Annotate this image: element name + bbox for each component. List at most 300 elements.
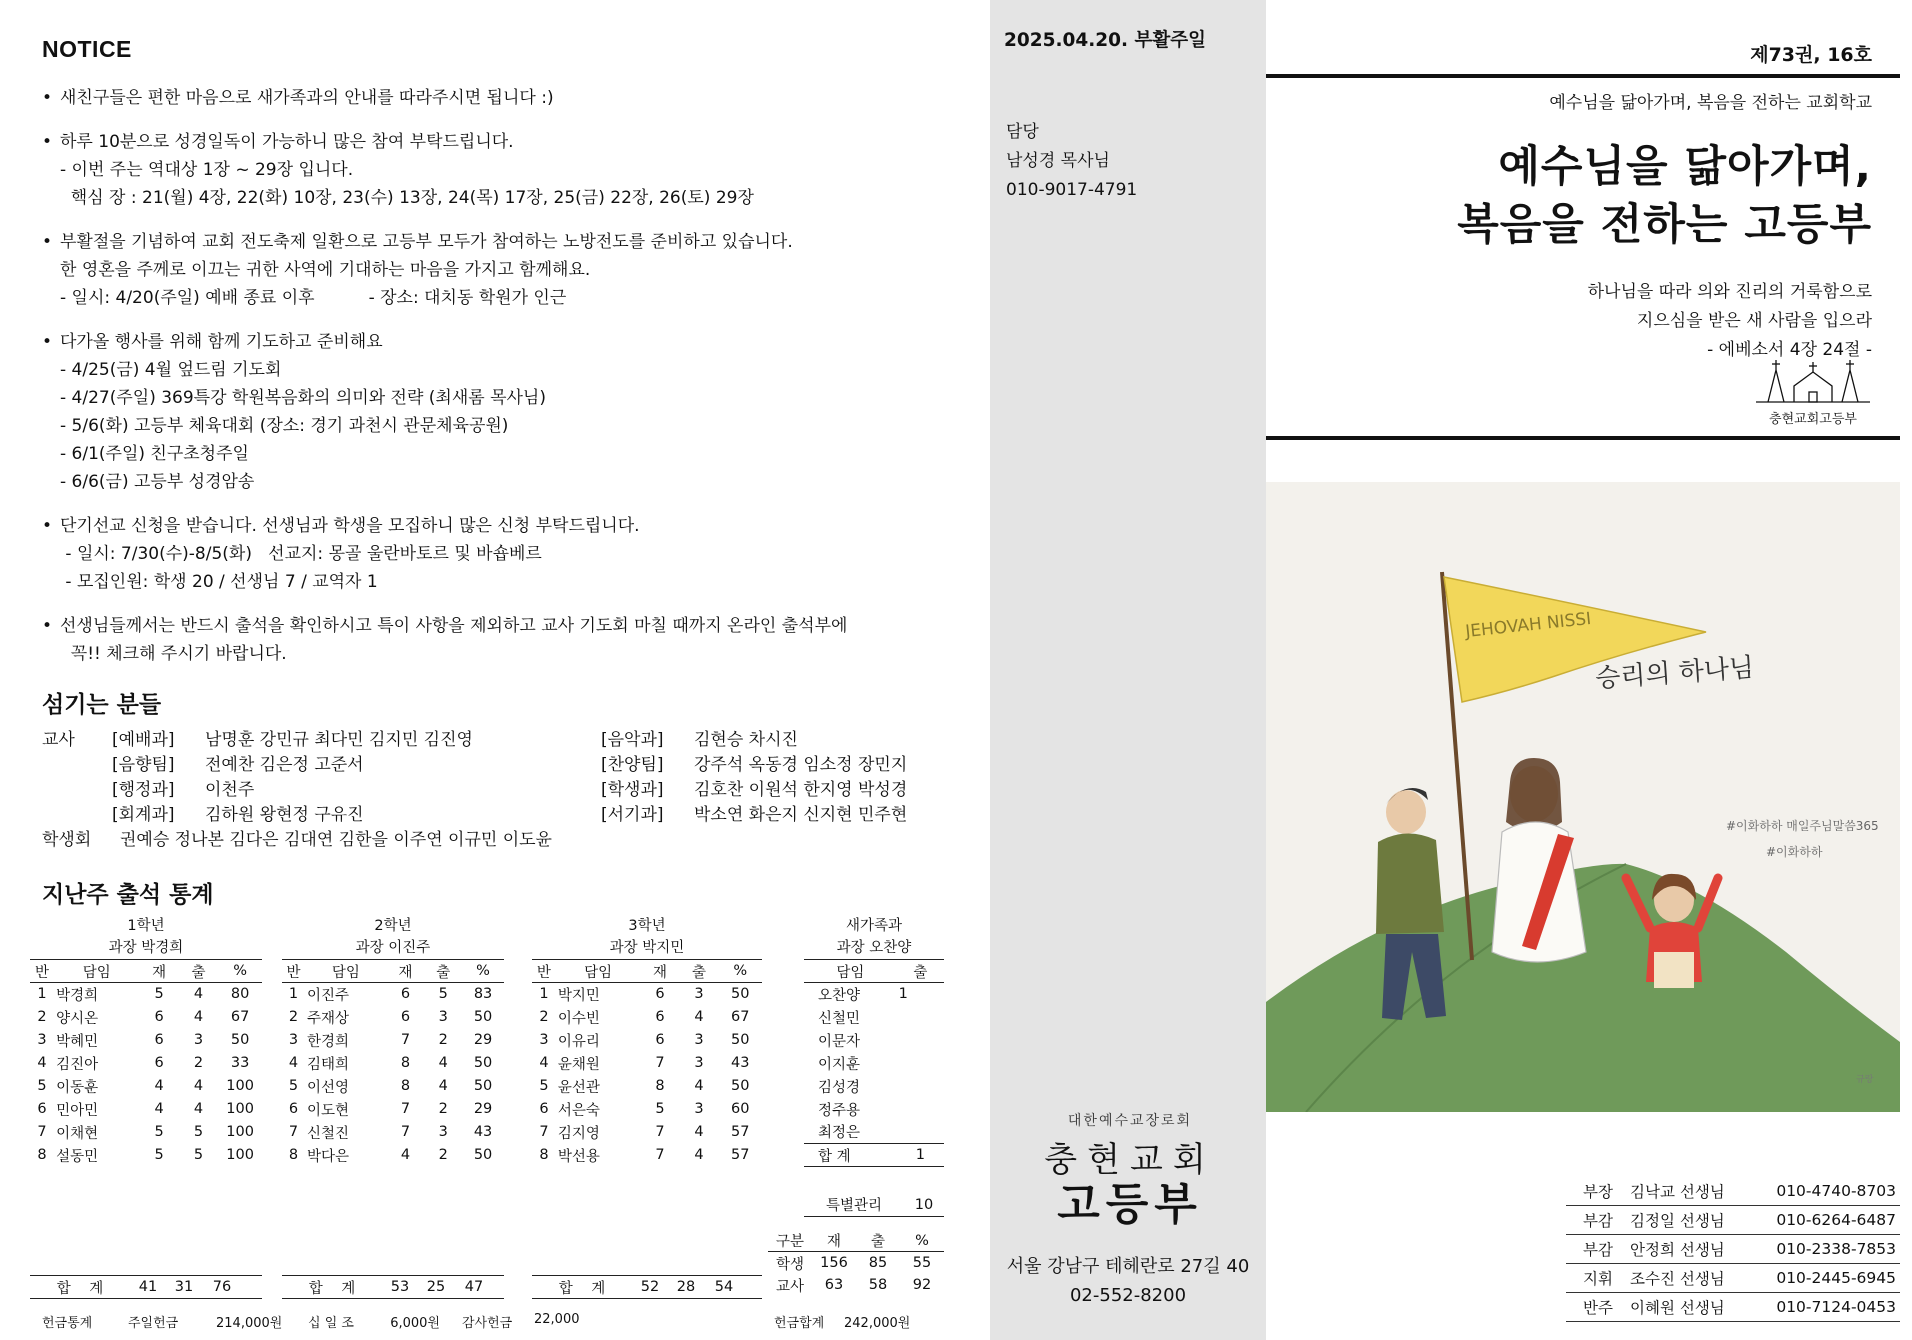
servants-dept: [음악과] xyxy=(601,730,664,750)
staff-role: 부감 xyxy=(1583,1212,1613,1230)
woman-vest xyxy=(1654,952,1694,988)
man-head xyxy=(1386,790,1426,834)
summary-cell: 교사 xyxy=(775,1278,804,1295)
table-cell: 43 xyxy=(731,1055,750,1071)
column-header: 반 xyxy=(30,960,54,983)
total-row xyxy=(532,1275,762,1299)
table-cell: 3 xyxy=(288,1032,299,1048)
notice-text: 새친구들은 편한 마음으로 새가족과의 안내를 따라주시면 됩니다 :) xyxy=(60,88,554,108)
table-row xyxy=(804,1006,944,1029)
table-cell: 83 xyxy=(473,986,493,1003)
notice-subtext: - 일시: 4/20(주일) 예배 종료 이후 - 장소: 대치동 학원가 인근 xyxy=(60,288,567,308)
table-cell: 7 xyxy=(400,1032,411,1048)
staff-row xyxy=(1566,1293,1900,1322)
total-cell: 76 xyxy=(212,1279,232,1295)
summary-cell: 학생 xyxy=(775,1256,804,1273)
table-row xyxy=(282,983,504,1006)
table-cell: 3 xyxy=(193,1032,204,1048)
notice-subtext: - 6/6(금) 고등부 성경암송 xyxy=(60,472,255,492)
notice-subtext: - 4/27(주일) 369특강 학원복음화의 의미와 전략 (최새롬 목사님) xyxy=(60,388,546,408)
logo-dept: 고등부 xyxy=(1057,1179,1203,1230)
table-cell: 1 xyxy=(288,986,299,1003)
column-header: % xyxy=(462,960,504,983)
table-cell: 100 xyxy=(226,1078,254,1094)
servants-dept: [찬양팀] xyxy=(601,755,664,775)
notice-title: NOTICE xyxy=(42,36,132,62)
table-cell: 5 xyxy=(154,986,164,1003)
staff-name: 김정일 선생님 xyxy=(1630,1212,1725,1230)
verse-block xyxy=(1588,278,1872,365)
column-header: 출 xyxy=(424,960,462,983)
column-header: 출 xyxy=(897,960,944,983)
table-cell: 윤선관 xyxy=(557,1079,600,1096)
special-care-label: 특별관리 xyxy=(825,1198,883,1214)
table-cell: 이도현 xyxy=(307,1102,350,1119)
servants-dept: [행정과] xyxy=(112,780,175,800)
table-cell: 33 xyxy=(230,1055,250,1071)
cover-title-line: 복음을 전하는 고등부 xyxy=(1457,200,1872,250)
staff-row xyxy=(1566,1235,1900,1264)
notice-subtext: 핵심 장 : 21(월) 4장, 22(화) 10장, 23(수) 13장, 24(목) 17장, 25(금) 22장, 26(토) 29장 xyxy=(60,188,754,208)
finance-label: 주일헌금 xyxy=(128,1316,179,1331)
servants-dept: [회계과] xyxy=(112,805,175,825)
table-row xyxy=(282,1052,504,1075)
table-cell: 이채현 xyxy=(56,1125,99,1142)
finance-value: 214,000원 xyxy=(216,1316,283,1331)
notice-subtext: - 4/25(금) 4월 엎드림 기도회 xyxy=(60,360,282,380)
table-cell: 6 xyxy=(400,986,411,1003)
table-cell: 3 xyxy=(438,1124,448,1140)
table-cell xyxy=(897,1121,944,1144)
column-header: 재 xyxy=(640,960,679,983)
table-row xyxy=(282,1098,504,1121)
table-cell: 50 xyxy=(230,1032,250,1048)
church-address: 서울 강남구 테헤란로 27길 40 xyxy=(1006,1256,1250,1277)
table-row xyxy=(30,1075,262,1098)
table-cell xyxy=(897,1052,944,1075)
table-cell: 3 xyxy=(694,1101,704,1117)
finance-label: 십 일 조 xyxy=(308,1316,354,1331)
table-cell: 67 xyxy=(230,1009,250,1025)
finance-label: 헌금통계 xyxy=(42,1316,93,1331)
summary-row xyxy=(768,1252,944,1274)
table-cell: 50 xyxy=(731,1078,750,1094)
servants-dept: [학생과] xyxy=(601,780,664,800)
total-cell: 41 xyxy=(138,1279,158,1295)
middle-strip xyxy=(990,0,1266,1340)
servants-list xyxy=(42,728,907,853)
column-header: 반 xyxy=(282,960,305,983)
table-cell: 4 xyxy=(193,1078,204,1094)
table-cell: 합 계 xyxy=(804,1144,897,1167)
table-row xyxy=(532,1098,762,1121)
summary-cell: 출 xyxy=(870,1234,885,1250)
church-building-icon xyxy=(1754,356,1872,406)
total-cell: 합 계 xyxy=(56,1280,104,1297)
table-cell: 4 xyxy=(154,1078,164,1094)
servants-row xyxy=(42,728,907,753)
table-cell: 신철민 xyxy=(818,1010,861,1027)
table-cell: 4 xyxy=(694,1009,704,1025)
table-row xyxy=(282,1075,504,1098)
column-header: 담임 xyxy=(54,960,139,983)
table-cell: 1 xyxy=(37,986,47,1003)
table-cell: 50 xyxy=(473,1055,493,1071)
table-row xyxy=(30,983,262,1006)
table-cell: 민아민 xyxy=(56,1102,99,1119)
table-cell: 6 xyxy=(655,1009,665,1025)
table-cell: 8 xyxy=(288,1147,299,1163)
staff-row xyxy=(1566,1206,1900,1235)
bullet-icon: • xyxy=(42,88,53,108)
table-cell: 1 xyxy=(897,1144,944,1167)
bullet-icon: • xyxy=(42,516,53,536)
column-header: 재 xyxy=(387,960,425,983)
table-cell: 7 xyxy=(655,1055,665,1071)
notice-subtext: - 이번 주는 역대상 1장 ~ 29장 입니다. xyxy=(60,160,354,180)
cover-title-line: 예수님을 닮아가며, xyxy=(1498,142,1872,192)
summary-cell: 구분 xyxy=(775,1234,804,1250)
table-cell: 5 xyxy=(655,1101,665,1117)
grade-name: 1학년 xyxy=(127,918,165,934)
table-cell: 50 xyxy=(731,1032,750,1048)
table-cell: 67 xyxy=(731,1009,750,1025)
table-row xyxy=(532,1029,762,1052)
table-cell: 김태희 xyxy=(307,1056,350,1073)
table-cell: 50 xyxy=(473,1009,493,1025)
table-cell: 이진주 xyxy=(307,987,350,1004)
table-cell: 5 xyxy=(154,1147,164,1163)
grade-table xyxy=(282,915,504,1167)
notice-subtext: - 5/6(화) 고등부 체육대회 (장소: 경기 과천시 관문체육공원) xyxy=(60,416,509,436)
finance-value: 6,000원 xyxy=(390,1316,440,1331)
summary-cell: 55 xyxy=(912,1255,932,1271)
table-cell: 80 xyxy=(230,986,250,1003)
table-cell: 1 xyxy=(898,986,908,1003)
table-cell: 서은숙 xyxy=(557,1102,600,1119)
table-cell: 5 xyxy=(154,1124,164,1140)
table-cell: 주재상 xyxy=(307,1010,350,1027)
notice-text: 부활절을 기념하여 교회 전도축제 일환으로 고등부 모두가 참여하는 노방전도를 준비하고 있습니다. xyxy=(60,232,793,252)
grade-table xyxy=(532,915,762,1167)
total-cell: 47 xyxy=(464,1279,484,1295)
notice-item xyxy=(42,128,942,212)
servants-names: 강주석 옥동경 임소정 장민지 xyxy=(694,755,908,775)
summary-header xyxy=(768,1230,944,1252)
servants-row xyxy=(42,753,907,778)
staff-name: 이혜원 선생님 xyxy=(1630,1299,1725,1317)
logo-church: 충현교회 xyxy=(1044,1140,1216,1180)
finance-row xyxy=(42,1312,942,1331)
verse-line: 지으심을 받은 새 사람을 입으라 xyxy=(1636,311,1872,331)
table-cell xyxy=(897,1029,944,1052)
table-cell: 6 xyxy=(539,1101,549,1117)
column-header: 출 xyxy=(680,960,719,983)
table-cell: 57 xyxy=(731,1147,750,1163)
servants-names: 김현승 차시진 xyxy=(694,730,798,750)
table-row xyxy=(30,1029,262,1052)
artist-signature: 규랑 xyxy=(1856,1075,1874,1085)
total-cell: 31 xyxy=(174,1279,194,1295)
table-cell: 7 xyxy=(37,1124,47,1140)
notice-item xyxy=(42,228,942,312)
notice-item xyxy=(42,84,942,112)
table-cell: 100 xyxy=(226,1147,254,1163)
table-cell: 4 xyxy=(539,1055,549,1071)
staff-name: 조수진 선생님 xyxy=(1630,1270,1725,1288)
staff-name: 김낙교 선생님 xyxy=(1630,1183,1725,1201)
total-row xyxy=(30,1275,262,1299)
notice-list xyxy=(42,84,942,684)
table-cell: 2 xyxy=(37,1009,47,1025)
table-cell: 5 xyxy=(193,1147,204,1163)
table-cell: 60 xyxy=(731,1101,750,1117)
bullet-icon: • xyxy=(42,332,53,352)
table-cell: 이지훈 xyxy=(818,1056,861,1073)
table-cell: 김진아 xyxy=(56,1056,99,1073)
table-cell: 2 xyxy=(288,1009,299,1025)
table-cell: 박경희 xyxy=(56,987,99,1004)
table-cell: 43 xyxy=(473,1124,493,1140)
contact-label: 담당 xyxy=(1006,122,1039,142)
servants-row xyxy=(42,828,907,853)
table-cell: 김성경 xyxy=(818,1079,861,1096)
table-cell: 6 xyxy=(400,1009,411,1025)
hashtag-text: #이화하하 매일주님말씀365 xyxy=(1726,819,1879,833)
grade-name: 새가족과 xyxy=(845,918,903,934)
servants-names: 남명훈 강민규 최다민 김지민 김진영 xyxy=(205,730,473,750)
church-mark-label: 충현교회고등부 xyxy=(1769,412,1857,427)
staff-row xyxy=(1566,1264,1900,1293)
table-cell: 7 xyxy=(655,1124,665,1140)
table-cell xyxy=(897,1006,944,1029)
table-cell: 100 xyxy=(226,1101,254,1117)
table-row xyxy=(532,1052,762,1075)
table-row xyxy=(30,1121,262,1144)
table-cell: 50 xyxy=(473,1078,493,1094)
table-cell: 6 xyxy=(154,1009,164,1025)
table-row xyxy=(804,1098,944,1121)
table-cell: 3 xyxy=(37,1032,47,1048)
table-cell: 29 xyxy=(473,1032,493,1048)
illustration-title: 승리의 하나님 xyxy=(1594,652,1756,694)
table-cell: 4 xyxy=(288,1055,299,1071)
table-cell: 7 xyxy=(400,1124,411,1140)
table-cell: 4 xyxy=(694,1078,704,1094)
table-row xyxy=(30,1052,262,1075)
council-names: 권예승 정나본 김다은 김대연 김한을 이주연 이규민 이도윤 xyxy=(120,830,552,850)
staff-role: 지휘 xyxy=(1583,1270,1613,1288)
pastor-name: 남성경 목사님 xyxy=(1006,151,1110,171)
table-cell: 박지민 xyxy=(557,987,600,1004)
table-cell: 7 xyxy=(288,1124,299,1140)
total-cell: 52 xyxy=(640,1279,660,1295)
table-row xyxy=(804,1121,944,1144)
total-cell: 25 xyxy=(426,1279,446,1295)
bullet-icon: • xyxy=(42,132,53,152)
table-cell: 2 xyxy=(539,1009,549,1025)
jesus-hair xyxy=(1506,758,1562,832)
bullet-icon: • xyxy=(42,232,53,252)
church-logo xyxy=(1030,1110,1230,1229)
table-cell: 6 xyxy=(288,1101,299,1117)
table-row xyxy=(532,1121,762,1144)
column-header: % xyxy=(719,960,762,983)
total-cell: 합 계 xyxy=(308,1280,356,1297)
servants-row xyxy=(42,803,907,828)
attendance-title: 지난주 출석 통계 xyxy=(42,882,214,908)
grade-name: 2학년 xyxy=(374,918,412,934)
verse-reference: - 에베소서 4장 24절 - xyxy=(1707,340,1872,360)
table-row xyxy=(30,1144,262,1167)
victory-illustration xyxy=(1266,482,1900,1112)
flag-text: JEHOVAH NISSI xyxy=(1464,608,1593,642)
table-cell: 6 xyxy=(154,1055,164,1071)
grade-table xyxy=(30,915,262,1167)
grade-head: 과장 오찬양 xyxy=(836,940,912,956)
column-header: 재 xyxy=(139,960,178,983)
summary-cell: 92 xyxy=(912,1277,932,1293)
table-cell: 6 xyxy=(154,1032,164,1048)
column-header: 반 xyxy=(532,960,556,983)
table-cell: 2 xyxy=(438,1032,448,1048)
table-cell: 6 xyxy=(655,986,665,1003)
finance-value: 22,000 xyxy=(534,1312,580,1327)
table-cell: 오찬양 xyxy=(818,987,861,1004)
table-cell: 50 xyxy=(473,1147,493,1163)
table-cell: 4 xyxy=(37,1055,47,1071)
total-cell: 54 xyxy=(714,1279,734,1295)
table-cell: 5 xyxy=(37,1078,47,1094)
table-cell: 100 xyxy=(226,1124,254,1140)
table-cell: 5 xyxy=(438,986,448,1003)
servants-label: 교사 xyxy=(42,730,75,750)
table-cell: 4 xyxy=(694,1147,704,1163)
volume-number: 제73권, 16호 xyxy=(1750,44,1872,66)
man-jacket xyxy=(1376,833,1444,934)
servants-dept: [예배과] xyxy=(112,730,175,750)
column-header: 담임 xyxy=(556,960,641,983)
table-cell: 최정은 xyxy=(818,1125,861,1142)
servants-dept: [음향팀] xyxy=(112,755,175,775)
table-row xyxy=(30,1006,262,1029)
table-cell: 양시온 xyxy=(56,1010,99,1027)
table-cell xyxy=(897,1098,944,1121)
special-care-row xyxy=(804,1193,944,1217)
table-cell: 2 xyxy=(438,1147,448,1163)
grade-head: 과장 박경희 xyxy=(108,940,184,956)
servants-label xyxy=(42,803,112,828)
bulletin-date: 2025.04.20. 부활주일 xyxy=(1004,30,1206,51)
logo-denomination: 대한예수교장로회 xyxy=(1067,1113,1193,1129)
summary-row xyxy=(768,1274,944,1296)
table-cell: 윤채원 xyxy=(557,1056,600,1073)
total-cell: 53 xyxy=(390,1279,410,1295)
hashtag-text: #이화하하 xyxy=(1766,845,1823,859)
table-cell: 3 xyxy=(694,1032,704,1048)
table-cell: 4 xyxy=(193,986,204,1003)
table-cell: 이유리 xyxy=(557,1033,600,1050)
table-cell: 설동민 xyxy=(56,1148,99,1165)
notice-item xyxy=(42,328,942,496)
notice-subtext: - 일시: 7/30(수)-8/5(화) 선교지: 몽골 울란바토르 및 바숍베르 xyxy=(60,544,542,564)
summary-cell: 재 xyxy=(826,1234,841,1250)
summary-cell: 85 xyxy=(868,1255,888,1271)
table-cell: 3 xyxy=(539,1032,549,1048)
staff-role: 부감 xyxy=(1583,1241,1613,1259)
column-header: 담임 xyxy=(804,960,897,983)
table-cell: 한경희 xyxy=(307,1033,350,1050)
contact-block xyxy=(1006,118,1137,205)
notice-text: 단기선교 신청을 받습니다. 선생님과 학생을 모집하니 많은 신청 부탁드립니다. xyxy=(60,516,640,536)
table-row xyxy=(532,1006,762,1029)
finance-label: 감사헌금 xyxy=(462,1316,513,1331)
table-cell: 2 xyxy=(193,1055,204,1071)
total-row xyxy=(282,1275,504,1299)
table-cell: 박선용 xyxy=(557,1148,600,1165)
divider xyxy=(1266,436,1900,440)
table-cell: 6 xyxy=(655,1032,665,1048)
cover-illustration xyxy=(1266,482,1900,1112)
table-cell: 신철진 xyxy=(307,1125,350,1142)
servants-title: 섬기는 분들 xyxy=(42,692,162,718)
grade-name: 3학년 xyxy=(628,918,666,934)
column-header: 출 xyxy=(179,960,218,983)
total-cell: 합 계 xyxy=(558,1280,606,1297)
table-cell: 이문자 xyxy=(818,1033,861,1050)
church-tel: 02-552-8200 xyxy=(1069,1285,1187,1306)
address-block xyxy=(990,1252,1266,1310)
table-cell: 7 xyxy=(400,1101,411,1117)
table-cell: 8 xyxy=(400,1078,411,1094)
notice-text: 선생님들께서는 반드시 출석을 확인하시고 특이 사항을 제외하고 교사 기도회 마칠 때까지 온라인 출석부에 xyxy=(60,616,848,636)
servants-dept: [서기과] xyxy=(601,805,664,825)
notice-subtext: 꼭!! 체크해 주시기 바랍니다. xyxy=(60,644,287,664)
hill-shape xyxy=(1266,864,1900,1112)
divider xyxy=(1266,74,1900,78)
servants-names: 김하원 왕현정 구유진 xyxy=(205,805,364,825)
table-cell: 6 xyxy=(37,1101,47,1117)
grade-head: 과장 박지민 xyxy=(609,940,685,956)
table-cell: 4 xyxy=(154,1101,164,1117)
table-cell: 이수빈 xyxy=(557,1010,600,1027)
staff-role: 반주 xyxy=(1583,1299,1613,1317)
pastor-phone: 010-9017-4791 xyxy=(1006,180,1138,200)
table-row xyxy=(282,1144,504,1167)
table-cell: 3 xyxy=(694,1055,704,1071)
staff-table xyxy=(1566,1177,1900,1322)
table-row xyxy=(282,1029,504,1052)
notice-subtext: - 모집인원: 학생 20 / 선생님 7 / 교역자 1 xyxy=(60,572,378,592)
notice-text: 하루 10분으로 성경일독이 가능하니 많은 참여 부탁드립니다. xyxy=(60,132,514,152)
table-cell: 1 xyxy=(539,986,549,1003)
servants-names: 박소연 화은지 신지현 민주현 xyxy=(694,805,908,825)
table-cell: 이선영 xyxy=(307,1079,350,1096)
notice-subtext: 한 영혼을 주께로 이끄는 귀한 사역에 기대하는 마음을 가지고 함께해요. xyxy=(60,260,591,280)
table-cell: 50 xyxy=(731,986,750,1003)
table-cell: 이동훈 xyxy=(56,1079,99,1096)
column-header: 담임 xyxy=(305,960,387,983)
staff-role: 부장 xyxy=(1583,1183,1613,1201)
table-row xyxy=(282,1121,504,1144)
table-cell: 8 xyxy=(37,1147,47,1163)
notice-item xyxy=(42,512,942,596)
table-row xyxy=(30,1098,262,1121)
table-cell: 4 xyxy=(193,1101,204,1117)
grade-head: 과장 이진주 xyxy=(355,940,431,956)
total-row xyxy=(804,1144,944,1167)
table-cell: 4 xyxy=(438,1055,448,1071)
